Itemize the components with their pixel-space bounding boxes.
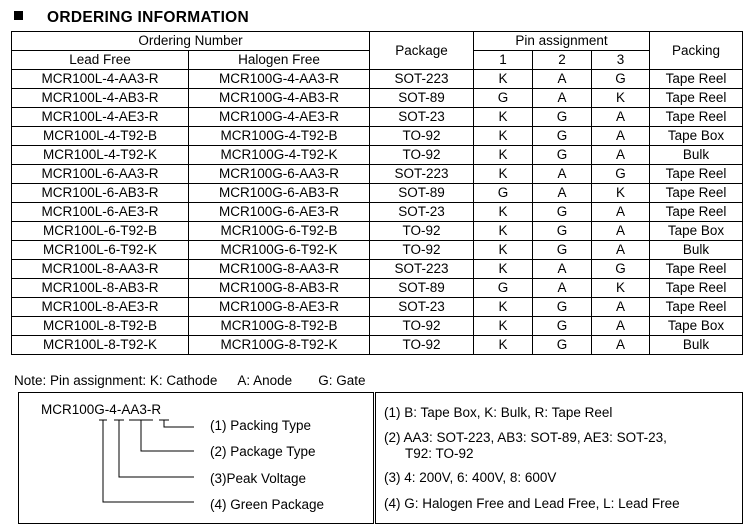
cell-pin-2: A (533, 89, 592, 108)
header-ordering-number: Ordering Number (12, 32, 370, 51)
cell-halogen-free-part: MCR100G-8-T92-K (189, 336, 370, 355)
cell-pin-2: G (533, 108, 592, 127)
part-code-diagram (18, 392, 374, 524)
cell-pin-3: A (592, 317, 650, 336)
cell-pin-1: G (474, 89, 533, 108)
label-peak-voltage: (3)Peak Voltage (210, 471, 307, 486)
code-voltage: 4 (109, 402, 117, 417)
cell-halogen-free-part: MCR100G-4-AE3-R (189, 108, 370, 127)
header-pin-2: 2 (533, 51, 592, 70)
cell-package: SOT-223 (370, 260, 474, 279)
ordering-table (11, 31, 743, 355)
table-row (12, 203, 743, 222)
cell-package: TO-92 (370, 127, 474, 146)
note-gate: G: Gate (318, 373, 366, 388)
cell-package: SOT-23 (370, 108, 474, 127)
cell-package: SOT-89 (370, 89, 474, 108)
cell-pin-3: A (592, 241, 650, 260)
table-row (12, 89, 743, 108)
cell-pin-3: A (592, 127, 650, 146)
code-dash: - (146, 402, 152, 417)
cell-pin-2: G (533, 146, 592, 165)
header-package: Package (370, 32, 474, 70)
cell-package: TO-92 (370, 222, 474, 241)
table-row (12, 279, 743, 298)
cell-halogen-free-part: MCR100G-6-T92-K (189, 241, 370, 260)
table-row (12, 298, 743, 317)
cell-pin-2: G (533, 317, 592, 336)
table-row (12, 146, 743, 165)
cell-lead-free-part: MCR100L-6-T92-B (12, 222, 189, 241)
cell-halogen-free-part: MCR100G-4-T92-K (189, 146, 370, 165)
cell-package: SOT-89 (370, 184, 474, 203)
cell-pin-1: K (474, 336, 533, 355)
cell-packing: Tape Reel (650, 279, 743, 298)
cell-lead-free-part: MCR100L-4-AE3-R (12, 108, 189, 127)
square-bullet-icon (14, 11, 23, 20)
cell-lead-free-part: MCR100L-8-AA3-R (12, 260, 189, 279)
table-row (12, 336, 743, 355)
cell-packing: Tape Reel (650, 298, 743, 317)
cell-pin-2: G (533, 336, 592, 355)
cell-package: TO-92 (370, 241, 474, 260)
cell-pin-1: K (474, 241, 533, 260)
header-pin-assignment: Pin assignment (474, 32, 650, 51)
cell-package: SOT-223 (370, 70, 474, 89)
cell-pin-3: G (592, 70, 650, 89)
cell-packing: Tape Reel (650, 70, 743, 89)
table-row (12, 260, 743, 279)
note-cathode: K: Cathode (149, 373, 218, 388)
cell-halogen-free-part: MCR100G-6-AE3-R (189, 203, 370, 222)
heading-text: ORDERING INFORMATION (47, 9, 250, 26)
cell-lead-free-part: MCR100L-8-AE3-R (12, 298, 189, 317)
cell-package: SOT-223 (370, 165, 474, 184)
cell-package: TO-92 (370, 146, 474, 165)
cell-pin-2: G (533, 203, 592, 222)
cell-halogen-free-part: MCR100G-8-T92-B (189, 317, 370, 336)
header-pin-3: 3 (592, 51, 650, 70)
code-base: MCR100 (41, 402, 95, 417)
table-row (12, 70, 743, 89)
code-description (375, 392, 743, 524)
cell-lead-free-part: MCR100L-6-AA3-R (12, 165, 189, 184)
cell-halogen-free-part: MCR100G-8-AB3-R (189, 279, 370, 298)
cell-pin-2: A (533, 184, 592, 203)
cell-pin-1: K (474, 260, 533, 279)
cell-halogen-free-part: MCR100G-6-T92-B (189, 222, 370, 241)
cell-pin-3: K (592, 279, 650, 298)
cell-pin-2: A (533, 260, 592, 279)
cell-packing: Tape Reel (650, 260, 743, 279)
cell-packing: Bulk (650, 241, 743, 260)
cell-package: TO-92 (370, 317, 474, 336)
label-packing-type: (1) Packing Type (210, 418, 312, 433)
cell-halogen-free-part: MCR100G-6-AB3-R (189, 184, 370, 203)
table-body (12, 70, 743, 355)
code-green: G (94, 402, 105, 417)
cell-pin-1: G (474, 184, 533, 203)
cell-halogen-free-part: MCR100G-8-AE3-R (189, 298, 370, 317)
cell-package: SOT-23 (370, 203, 474, 222)
cell-halogen-free-part: MCR100G-4-AB3-R (189, 89, 370, 108)
cell-pin-2: A (533, 70, 592, 89)
cell-pin-3: A (592, 203, 650, 222)
cell-halogen-free-part: MCR100G-6-AA3-R (189, 165, 370, 184)
cell-packing: Bulk (650, 146, 743, 165)
cell-pin-2: G (533, 241, 592, 260)
header-pin-1: 1 (474, 51, 533, 70)
cell-pin-1: G (474, 279, 533, 298)
cell-lead-free-part: MCR100L-4-T92-K (12, 146, 189, 165)
cell-pin-3: A (592, 336, 650, 355)
cell-pin-1: K (474, 317, 533, 336)
table-row (12, 317, 743, 336)
section-heading (14, 9, 249, 27)
note-prefix: Note: Pin assignment: (14, 373, 150, 388)
pin-note (14, 373, 365, 388)
cell-package: SOT-23 (370, 298, 474, 317)
cell-pin-3: K (592, 184, 650, 203)
cell-lead-free-part: MCR100L-4-AB3-R (12, 89, 189, 108)
cell-pin-1: K (474, 222, 533, 241)
header-lead-free: Lead Free (12, 51, 189, 70)
cell-packing: Tape Reel (650, 89, 743, 108)
cell-halogen-free-part: MCR100G-4-AA3-R (189, 70, 370, 89)
code-package: AA3 (121, 402, 147, 417)
cell-pin-1: K (474, 203, 533, 222)
table-row (12, 127, 743, 146)
cell-halogen-free-part: MCR100G-8-AA3-R (189, 260, 370, 279)
cell-packing: Tape Box (650, 222, 743, 241)
cell-pin-1: K (474, 70, 533, 89)
code-packing: R (151, 402, 162, 417)
cell-pin-3: A (592, 108, 650, 127)
header-packing: Packing (650, 32, 743, 70)
cell-packing: Bulk (650, 336, 743, 355)
cell-lead-free-part: MCR100L-6-T92-K (12, 241, 189, 260)
cell-packing: Tape Box (650, 127, 743, 146)
cell-pin-1: K (474, 127, 533, 146)
cell-pin-3: A (592, 298, 650, 317)
cell-package: TO-92 (370, 336, 474, 355)
note-anode: A: Anode (237, 373, 293, 388)
cell-pin-2: A (533, 165, 592, 184)
desc-voltage: (3) 4: 200V, 6: 400V, 8: 600V (384, 470, 557, 485)
cell-lead-free-part: MCR100L-8-AB3-R (12, 279, 189, 298)
table-row (12, 108, 743, 127)
table-row (12, 222, 743, 241)
cell-packing: Tape Reel (650, 108, 743, 127)
cell-pin-1: K (474, 146, 533, 165)
label-package-type: (2) Package Type (210, 444, 316, 459)
cell-pin-3: K (592, 89, 650, 108)
cell-lead-free-part: MCR100L-8-T92-K (12, 336, 189, 355)
code-dash: - (104, 402, 110, 417)
cell-lead-free-part: MCR100L-6-AE3-R (12, 203, 189, 222)
cell-halogen-free-part: MCR100G-4-T92-B (189, 127, 370, 146)
desc-package-line1: (2) AA3: SOT-223, AB3: SOT-89, AE3: SOT-23, (384, 430, 667, 445)
cell-lead-free-part: MCR100L-4-AA3-R (12, 70, 189, 89)
cell-pin-1: K (474, 108, 533, 127)
cell-pin-1: K (474, 298, 533, 317)
code-dash: - (116, 402, 122, 417)
cell-pin-2: G (533, 222, 592, 241)
table-row (12, 184, 743, 203)
cell-lead-free-part: MCR100L-8-T92-B (12, 317, 189, 336)
label-green-package: (4) Green Package (210, 497, 325, 512)
cell-package: SOT-89 (370, 279, 474, 298)
cell-lead-free-part: MCR100L-4-T92-B (12, 127, 189, 146)
cell-pin-3: G (592, 260, 650, 279)
cell-lead-free-part: MCR100L-6-AB3-R (12, 184, 189, 203)
cell-pin-2: A (533, 279, 592, 298)
desc-package-line2: T92: TO-92 (405, 446, 474, 461)
cell-pin-2: G (533, 298, 592, 317)
cell-pin-3: G (592, 165, 650, 184)
desc-green: (4) G: Halogen Free and Lead Free, L: Lead Free (384, 496, 680, 511)
cell-pin-1: K (474, 165, 533, 184)
desc-packing: (1) B: Tape Box, K: Bulk, R: Tape Reel (384, 405, 613, 420)
cell-packing: Tape Reel (650, 165, 743, 184)
cell-packing: Tape Box (650, 317, 743, 336)
cell-packing: Tape Reel (650, 203, 743, 222)
table-row (12, 165, 743, 184)
cell-packing: Tape Reel (650, 184, 743, 203)
cell-pin-3: A (592, 146, 650, 165)
cell-pin-3: A (592, 222, 650, 241)
cell-pin-2: G (533, 127, 592, 146)
header-halogen-free: Halogen Free (189, 51, 370, 70)
table-row (12, 241, 743, 260)
